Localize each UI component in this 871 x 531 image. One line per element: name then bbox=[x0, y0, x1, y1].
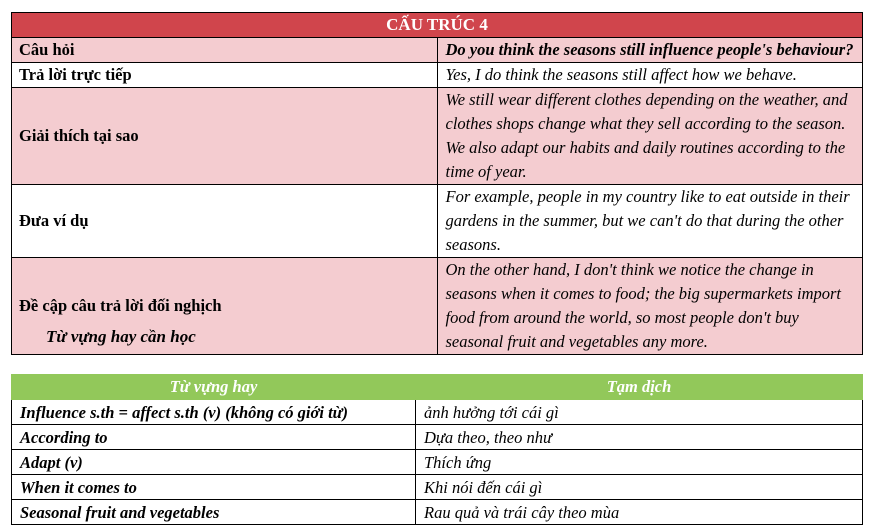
vocab-term: According to bbox=[12, 425, 416, 450]
row-label-example: Đưa ví dụ bbox=[12, 185, 438, 258]
vocab-table bbox=[11, 374, 863, 525]
row-text-explain: We still wear different clothes depending on the weather, and clothes shops change what they sell according to the season. We also adapt our habits and daily routines according to the time of year. bbox=[437, 88, 863, 185]
vocab-term: Influence s.th = affect s.th (v) (không có giới từ) bbox=[12, 400, 416, 425]
vocab-term: When it comes to bbox=[12, 475, 416, 500]
vocab-heading: Từ vựng hay cần học bbox=[46, 327, 196, 346]
row-label-question: Câu hỏi bbox=[12, 38, 438, 63]
row-label-explain: Giải thích tại sao bbox=[12, 88, 438, 185]
row-text-direct-answer: Yes, I do think the seasons still affect how we behave. bbox=[437, 63, 863, 88]
row-text-counter: On the other hand, I don't think we notice the change in seasons when it comes to food; the big supermarkets import food from around the world, so most people don't buy seasonal fruit and vegetables any more. bbox=[437, 258, 863, 355]
row-label-counter: Đề cập câu trả lời đối nghịch bbox=[12, 258, 438, 355]
row-label-direct-answer: Trả lời trực tiếp bbox=[12, 63, 438, 88]
structure-title: CẤU TRÚC 4 bbox=[12, 13, 863, 38]
vocab-meaning: Rau quả và trái cây theo mùa bbox=[416, 500, 863, 525]
vocab-header-term: Từ vựng hay bbox=[12, 375, 416, 400]
row-text-question: Do you think the seasons still influence people's behaviour? bbox=[437, 38, 863, 63]
vocab-meaning: ảnh hưởng tới cái gì bbox=[416, 400, 863, 425]
structure-table bbox=[11, 12, 863, 355]
vocab-term: Seasonal fruit and vegetables bbox=[12, 500, 416, 525]
vocab-meaning: Khi nói đến cái gì bbox=[416, 475, 863, 500]
row-text-example: For example, people in my country like to eat outside in their gardens in the summer, but we can't do that during the other seasons. bbox=[437, 185, 863, 258]
vocab-meaning: Thích ứng bbox=[416, 450, 863, 475]
vocab-term: Adapt (v) bbox=[12, 450, 416, 475]
vocab-header-meaning: Tạm dịch bbox=[416, 375, 863, 400]
vocab-meaning: Dựa theo, theo như bbox=[416, 425, 863, 450]
